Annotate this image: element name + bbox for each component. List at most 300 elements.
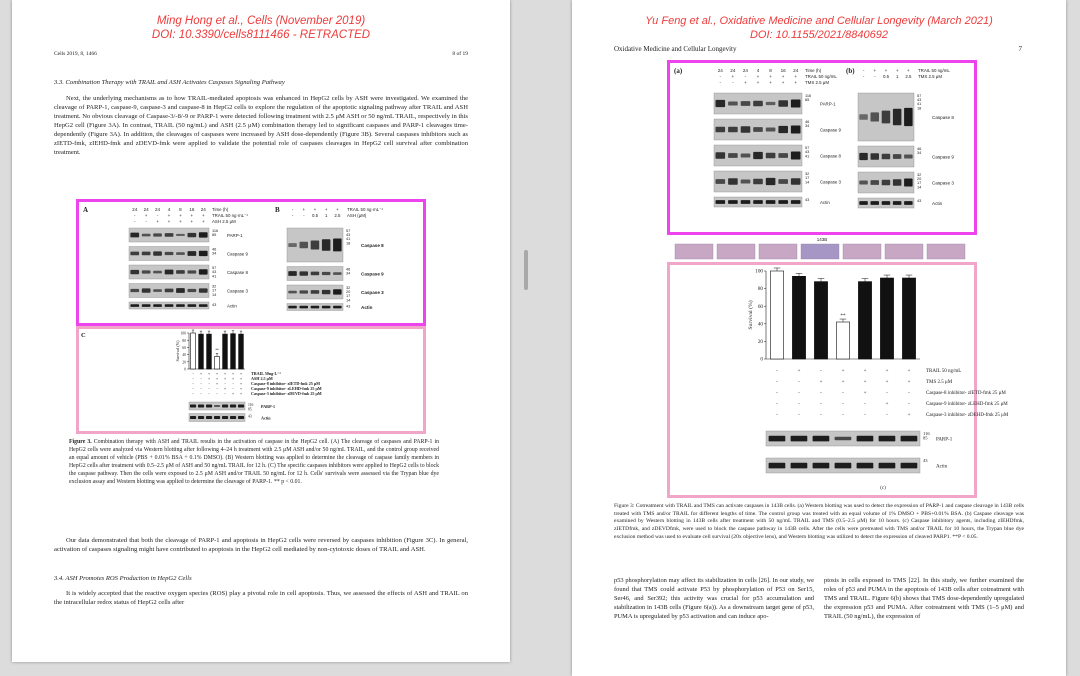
cond-blot-label-0: PARP-1 [936, 437, 953, 443]
cond-mw-1-0: 43 [248, 414, 252, 419]
mw-b-2-1: 20 [346, 289, 351, 295]
cond-label-0: TRAIL 50ng·L⁻¹ [251, 371, 281, 376]
cond-sign-2-4: - [224, 381, 226, 386]
trail-sign-a-0: - [719, 74, 722, 79]
panel-b-letter: (b) [846, 67, 855, 75]
cond-sign-1-4: + [223, 376, 227, 381]
drug-val-b-0: - [862, 74, 865, 79]
blot-a-1-band-0 [130, 252, 139, 256]
blot-label-a-2: Caspase 8 [820, 153, 841, 159]
cond-blot-0-band-6 [238, 405, 244, 408]
blot-a-4-band-6 [199, 304, 208, 307]
cond-blot-0-band-3 [835, 437, 852, 440]
figure-3c-chart [79, 329, 423, 431]
drug-sign-a-6: + [201, 219, 205, 224]
blot-a-1-band-5 [188, 251, 197, 256]
right-running-journal: Oxidative Medicine and Cellular Longevity [614, 45, 737, 53]
mw-a-2-2: 41 [212, 273, 217, 279]
bar-3 [215, 356, 220, 369]
blot-label-a-2: Caspase 8 [227, 270, 248, 275]
y-tick-label-1: 80 [757, 286, 763, 293]
mw-b-2-1: 20 [917, 176, 922, 182]
section-3-3-heading: 3.3. Combination Therapy with TRAIL and ASH Activates Caspases Signaling Pathway [54, 79, 285, 86]
blot-label-a-4: Actin [227, 303, 237, 309]
left-paragraph-1: Next, the underlying mechanisms as to how TRAIL-mediated apoptosis was enhanced in HepG2 cells by ASH were investigated. We examined the cleavage of PARP-1, caspase-9, caspase-3 and caspase-8 in HepG2 cells to explore the regulation of the apoptotic signaling pathway after TRAIL and ASH treatment. No obvious cleavage of Caspase-3/-8/-9 or PARP-1 were detected following treatment with 2.5 μM ASH or 50 ng/mL TRAIL, respectively in this HepG2 cell (Figure 3A). In contrast, TRAIL (50 ng/mL) and ASH (2.5 μM) combination therapy led to significant caspases and PARP-1 cleavages time-dependently (Figure 3A). In addition, the cleavages of caspases were increased by ASH dose-dependently (Figure 3B). Several caspases inhibitors such as zIETD-fmk, zIEHD-fmk and zDEVD-fmk were applied to validate the potential role of caspases cleavages in HepG2 cell survival after combination treatment. [54, 95, 468, 156]
blot-b-0-band-4 [333, 239, 342, 252]
trail-sign-a-3: + [756, 74, 760, 79]
cond-sign-4-6: + [239, 391, 243, 396]
mw-b-0-1: 43 [917, 97, 922, 103]
cond-sign-1-2: + [207, 376, 211, 381]
y-tick-label-4: 20 [182, 360, 186, 365]
cond-sign-4-2: - [820, 413, 822, 418]
blot-a-0-band-5 [778, 100, 788, 106]
drug-sign-a-1: - [732, 80, 734, 85]
bar-4 [223, 334, 228, 369]
left-paragraph-2: Our data demonstrated that both the cleavage of PARP-1 and apoptosis in HepG2 cells were reversed by caspases inhibition (Figure 3C). In general, activation of caspases signaling might have contributed to apoptosis in the HepG2 cell mediated by non-cytotoxic doses of TRAIL and ASH. [54, 537, 468, 553]
blot-label-b-2: Caspase 3 [361, 290, 384, 295]
drug-val-b-2: 0.5 [882, 74, 890, 79]
mw-b-3-0: 43 [346, 303, 351, 309]
cond-sign-0-5: + [885, 369, 889, 374]
drug-val-b-3: 1 [895, 74, 899, 79]
cond-sign-2-1: - [798, 391, 800, 396]
cond-sign-0-5: + [231, 371, 235, 376]
cond-blot-label-1: Actin [261, 415, 271, 421]
blot-b-0-band-4 [904, 108, 913, 126]
cond-blot-0-band-2 [813, 436, 830, 442]
blot-a-4-band-3 [753, 200, 763, 204]
blot-a-1-band-4 [176, 252, 185, 255]
trail-sign-b-1: + [873, 68, 877, 73]
mw-a-3-0: 32 [212, 283, 217, 289]
row-trail-label-a: TRAIL 50 ng·mL⁻¹ [212, 213, 248, 218]
bar-6 [239, 334, 244, 369]
blot-a-1-band-5 [778, 126, 788, 133]
bar-3 [836, 322, 849, 359]
mw-b-0-2: 41 [346, 236, 351, 242]
blot-a-4-band-0 [130, 304, 139, 307]
bar-1 [792, 276, 805, 359]
mw-a-1-0: 46 [805, 119, 810, 124]
blot-a-1-band-1 [728, 127, 738, 133]
left-banner-doi: DOI: 10.3390/cells8111466 - RETRACTED [151, 29, 371, 41]
cond-label-2: Caspase-8 inhibitor- zIETD-fmk 25 μM [926, 391, 1006, 396]
blot-b-2-band-3 [893, 179, 902, 185]
trail-sign-a-5: + [190, 213, 194, 218]
drug-val-b-4: 2.5 [334, 213, 341, 218]
blot-a-4-band-5 [188, 304, 197, 307]
significance-mark: ** [215, 348, 219, 353]
blot-a-2-band-4 [766, 153, 776, 159]
cond-sign-3-1: - [200, 386, 202, 391]
y-tick-label-4: 20 [757, 339, 763, 345]
blot-label-a-0: PARP-1 [820, 101, 836, 107]
bar-2 [207, 334, 212, 369]
micro-label: 143B [816, 237, 828, 242]
blot-b-3-band-2 [311, 306, 320, 309]
blot-a-4-band-4 [176, 304, 185, 307]
cond-mw-0-0: 116 [923, 431, 930, 436]
blot-a-3-band-3 [165, 289, 174, 293]
y-tick-label-1: 80 [182, 338, 186, 343]
cond-sign-1-5: + [885, 380, 889, 385]
cond-sign-0-0: - [776, 369, 778, 374]
micrograph-1 [717, 244, 755, 259]
cond-sign-4-0: - [192, 391, 194, 396]
cond-blot-label-1: Actin [936, 464, 948, 470]
cond-mw-0-0: 116 [248, 403, 254, 407]
mw-a-3-1: 17 [805, 175, 810, 181]
blot-a-0-band-4 [176, 234, 185, 236]
mw-a-0-1: 85 [805, 97, 810, 103]
drug-val-b-4: 2.5 [905, 74, 912, 79]
time-label-6: 24 [793, 68, 799, 73]
y-tick-label-3: 40 [182, 353, 186, 358]
cond-blot-1-band-0 [190, 416, 196, 419]
drug-sign-a-0: - [719, 80, 722, 85]
mw-b-0-3: 18 [346, 240, 351, 246]
figure-3c-right-chart [670, 265, 1009, 495]
blot-a-4-band-6 [791, 200, 801, 204]
mw-a-3-2: 14 [212, 291, 217, 297]
blot-a-1-band-0 [716, 127, 726, 133]
blot-a-0-band-0 [130, 233, 139, 238]
cond-sign-2-6: + [239, 381, 243, 386]
blot-a-4-band-5 [778, 200, 788, 204]
panel-a-letter: A [83, 206, 89, 214]
cond-blot-1-band-6 [238, 416, 244, 419]
cond-sign-0-0: - [192, 371, 194, 376]
blot-a-3-band-2 [741, 180, 751, 184]
bar-0 [191, 333, 196, 369]
blot-b-3-band-3 [322, 306, 331, 309]
cond-mw-0-1: 85 [248, 407, 252, 412]
mw-b-2-0: 32 [346, 285, 351, 290]
time-label-3: 4 [756, 68, 760, 73]
blot-a-0-band-6 [199, 232, 208, 237]
blot-a-0-band-5 [188, 233, 197, 237]
right-column-1: p53 phosphorylation may affect its stabilization in cells [26]. In our study, we found that TMS could activate P53 by phosphorylation of P53 on Ser15, Ser46, and Ser392; this activity was crucial for p53 accumulation and stabilization in 143B cells (Figure 6(a)). As a downstream target gene of p53, PUMA is upregulated by p53 activation and can induce apo- [614, 577, 814, 620]
mw-a-3-2: 14 [805, 179, 810, 185]
time-label-0: 24 [717, 68, 723, 73]
mw-a-2-0: 57 [805, 145, 810, 150]
viewer-split-handle[interactable] [524, 250, 528, 290]
cond-blot-1-band-6 [901, 463, 918, 469]
cond-sign-1-0: - [776, 380, 778, 385]
row-time-label: Time (h) [212, 207, 229, 212]
y-tick-label-5: 0 [760, 356, 763, 363]
mw-b-1-0: 46 [346, 266, 351, 272]
blot-a-0-band-4 [766, 102, 776, 105]
drug-sign-a-3: + [167, 219, 171, 224]
mw-b-2-3: 14 [346, 297, 351, 303]
row-time-label: Time (h) [805, 68, 822, 73]
panel-a-letter: (a) [674, 67, 683, 75]
cond-label-3: Caspase-9 inhibitor- zLEHD-fmk 25 μM [251, 386, 322, 391]
bar-2 [814, 282, 827, 359]
drug-val-b-1: - [303, 213, 305, 218]
right-running-page: 7 [1018, 45, 1022, 53]
time-label-0: 24 [132, 207, 138, 212]
mw-b-0-0: 57 [346, 228, 351, 233]
y-tick-label-0: 100 [180, 331, 186, 336]
blot-b-0-band-3 [893, 109, 902, 125]
left-paragraph-3: It is widely accepted that the reactive oxygen species (ROS) play a pivotal role in cell apoptosis. Thus, we assessed the effects of ASH and TRAIL on the intracellular redox status of HepG2 cells after [54, 590, 468, 606]
cond-sign-4-5: + [231, 391, 235, 396]
row-trail-label-a: TRAIL 50 ng/mL [805, 74, 837, 79]
cond-sign-4-3: - [216, 391, 218, 396]
cond-blot-0-band-6 [901, 436, 918, 442]
drug-sign-a-5: + [190, 219, 194, 224]
y-tick-label-0: 100 [755, 268, 763, 275]
blot-a-1-band-6 [791, 126, 801, 134]
drug-sign-a-1: - [145, 219, 147, 224]
cond-sign-0-2: - [820, 369, 822, 374]
cond-sign-0-6: + [907, 369, 911, 374]
blot-a-4-band-1 [142, 304, 151, 307]
blot-b-2-band-4 [333, 289, 342, 294]
panel-b-letter: B [275, 206, 280, 214]
drug-sign-a-6: + [794, 80, 798, 85]
cond-blot-0-band-1 [791, 436, 808, 442]
trail-sign-a-5: + [781, 74, 785, 79]
blot-a-1-band-1 [142, 252, 151, 256]
blot-a-2-band-1 [142, 270, 151, 273]
mw-b-1-0: 46 [917, 146, 922, 151]
cond-sign-0-2: + [207, 371, 211, 376]
blot-b-2-band-4 [904, 179, 913, 187]
blot-a-3-band-0 [716, 179, 726, 184]
blot-a-1-band-3 [165, 252, 174, 255]
drug-sign-a-3: + [756, 80, 760, 85]
cond-sign-1-2: + [819, 380, 823, 385]
trail-sign-b-3: + [324, 207, 328, 212]
blot-a-2-band-5 [188, 270, 197, 273]
mw-a-3-0: 32 [805, 171, 810, 176]
cond-sign-1-1: - [200, 376, 202, 381]
micrograph-5 [885, 244, 923, 259]
cond-sign-3-1: - [798, 402, 800, 407]
blot-a-2-band-0 [716, 152, 726, 158]
row-drug-label-b: ASH (μM) [347, 213, 367, 218]
blot-b-1-band-1 [871, 153, 880, 159]
trail-sign-b-0: - [862, 68, 865, 73]
cond-sign-2-3: - [842, 391, 844, 396]
cond-blot-1-band-2 [206, 416, 212, 419]
y-tick-label-2: 60 [182, 346, 186, 350]
trail-sign-b-4: + [907, 68, 910, 73]
blot-b-0-band-1 [871, 112, 880, 121]
cond-sign-0-4: + [863, 369, 867, 374]
mw-a-1-1: 34 [212, 250, 217, 256]
trail-sign-b-0: - [291, 207, 294, 212]
mw-b-0-0: 57 [917, 93, 922, 98]
mw-a-0-0: 116 [212, 228, 219, 233]
bar-5 [880, 278, 893, 359]
blot-a-0-band-0 [716, 100, 726, 107]
micrograph-6 [927, 244, 965, 259]
cond-sign-1-3: + [841, 380, 845, 385]
blot-a-2-band-6 [199, 269, 208, 274]
blot-label-b-0: Caspase 8 [361, 243, 384, 248]
blot-a-3-band-3 [753, 179, 763, 185]
figure-3ab-right-blots [670, 63, 974, 232]
cond-blot-1-band-4 [222, 416, 228, 419]
time-label-1: 24 [143, 207, 149, 212]
y-axis-label: Survival (%) [748, 300, 754, 330]
panel-c-letter: (c) [880, 486, 886, 491]
cond-blot-0-band-0 [190, 405, 196, 408]
cond-sign-2-4: + [863, 391, 867, 396]
mw-a-2-0: 57 [212, 265, 217, 270]
cond-mw-0-1: 85 [923, 435, 928, 441]
cond-blot-1-band-3 [835, 463, 852, 469]
time-label-4: 8 [179, 207, 182, 212]
bar-0 [770, 271, 783, 359]
cond-blot-0-band-2 [206, 405, 212, 408]
left-banner-title: Ming Hong et al., Cells (November 2019) [156, 15, 366, 27]
cond-sign-1-6: + [907, 380, 911, 385]
blot-a-3-band-1 [142, 288, 151, 292]
trail-sign-b-3: + [895, 68, 899, 73]
cond-sign-2-2: - [208, 381, 210, 386]
blot-a-3-band-5 [778, 179, 788, 184]
significance-mark: ** [840, 313, 846, 320]
mw-a-4-0: 43 [805, 197, 810, 202]
cond-sign-3-6: + [239, 386, 243, 391]
blot-a-0-band-2 [741, 101, 751, 106]
mw-b-2-0: 32 [917, 172, 922, 177]
blot-label-a-3: Caspase 3 [227, 288, 248, 294]
blot-a-2-band-0 [130, 270, 139, 274]
blot-a-3-band-6 [199, 288, 208, 292]
blot-a-4-band-3 [165, 304, 174, 307]
blot-b-0-band-1 [300, 242, 309, 249]
row-trail-label-b: TRAIL 50 ng·mL⁻¹ [347, 207, 383, 212]
mw-b-0-1: 43 [346, 232, 351, 238]
right-figure-caption: Figure 3: Cotreatment with TRAIL and TMS can activate caspases in 143B cells. (a) Western blotting was used to detect the expression of PARP-1 and caspase cleavage in 143B cells treated with TMS and/or TRAIL for different lengths of time. The control group was treated with an equal volume of 1% DMSO + PBS+0.01% BSA. (b) Caspase cleavage was examined by Western blotting in 143B cells after treatment with 50 ng/mL TRAIL and TMS (0.5–2.5 μM) for 10 hours. (c) Caspase inhibitory agents, including zIEHDfmk, zIETDfmk, and zDEVDfmk, were used to block the caspase pathway in 143B cells. After the cells were pretreated with TMS and/or TRAIL for 10 hours, the Trypan blue dye exclusion method was used to evaluate cell survival (20x objective lens), and Western blotting was utilized to detect the expression of cleaved PARP1. **P < 0.05. [614, 503, 1024, 540]
trail-sign-b-1: + [302, 207, 306, 212]
cond-sign-3-4: + [223, 386, 227, 391]
blot-b-0-band-3 [322, 239, 331, 251]
micrograph-2 [759, 244, 797, 259]
cond-sign-0-3: + [215, 371, 219, 376]
mw-a-2-1: 43 [805, 149, 810, 155]
cond-sign-1-0: - [192, 376, 194, 381]
blot-b-3-band-3 [893, 201, 902, 205]
cond-blot-1-band-4 [857, 463, 874, 469]
blot-a-1-band-3 [753, 127, 763, 132]
cond-label-0: TRAIL 50 ng/mL [926, 369, 962, 374]
cond-blot-1-band-0 [769, 463, 786, 469]
blot-a-2-band-1 [728, 153, 738, 158]
blot-b-0-band-2 [311, 241, 320, 250]
cond-blot-1-band-2 [813, 463, 830, 469]
cond-sign-3-2: - [208, 386, 210, 391]
blot-a-2-band-6 [791, 152, 801, 160]
cond-blot-0-band-4 [222, 405, 228, 408]
trail-sign-a-2: - [156, 213, 159, 218]
mw-a-3-1: 17 [212, 287, 217, 293]
cond-sign-1-6: + [239, 376, 243, 381]
mw-b-0-2: 41 [917, 101, 922, 107]
trail-sign-b-2: + [313, 207, 317, 212]
blot-b-1-band-2 [882, 154, 891, 160]
drug-sign-a-2: + [744, 80, 747, 85]
row-drug-label-b: TMS 2.5 μM [918, 74, 942, 79]
blot-label-b-1: Caspase 9 [932, 154, 954, 160]
drug-val-b-1: - [874, 74, 876, 79]
cond-sign-4-1: - [798, 413, 800, 418]
cond-blot-1-band-5 [230, 416, 236, 419]
trail-sign-b-2: + [884, 68, 888, 73]
mw-a-0-0: 116 [805, 93, 812, 98]
blot-a-1-band-6 [199, 251, 208, 256]
blot-b-1-band-0 [288, 271, 297, 276]
blot-a-0-band-6 [791, 100, 801, 108]
cond-blot-0-band-1 [198, 405, 204, 408]
blot-label-b-3: Actin [361, 305, 373, 310]
figure-3ab-blots [79, 202, 423, 323]
blot-b-0-band-0 [859, 114, 868, 120]
cond-sign-4-4: - [864, 413, 866, 418]
blot-b-3-band-1 [871, 201, 880, 205]
blot-a-0-band-3 [165, 233, 174, 237]
blot-a-3-band-6 [791, 178, 801, 184]
blot-a-4-band-1 [728, 200, 738, 204]
left-page [12, 0, 510, 662]
cond-sign-3-4: - [864, 402, 866, 407]
drug-sign-a-4: + [179, 219, 182, 224]
cond-sign-0-6: + [239, 371, 243, 376]
blot-label-a-0: PARP-1 [227, 233, 243, 238]
cond-sign-0-4: + [223, 371, 227, 376]
mw-a-1-0: 46 [212, 246, 217, 252]
cond-sign-4-2: - [208, 391, 210, 396]
right-banner-title: Yu Feng et al., Oxidative Medicine and Cellular Longevity (March 2021) [645, 15, 993, 27]
blot-b-1-band-3 [322, 272, 331, 275]
y-tick-label-2: 60 [757, 303, 763, 310]
blot-a-3-band-0 [130, 289, 139, 292]
time-label-5: 16 [189, 207, 195, 212]
cond-blot-1-band-1 [791, 463, 808, 469]
cond-sign-3-6: - [908, 402, 910, 407]
blot-b-3-band-2 [882, 201, 891, 205]
cond-sign-4-1: - [200, 391, 202, 396]
cond-blot-label-0: PARP-1 [261, 404, 276, 409]
y-tick-label-3: 40 [757, 321, 763, 328]
cond-sign-3-5: - [232, 386, 234, 391]
blot-b-1-band-3 [893, 154, 902, 159]
blot-a-2-band-3 [165, 270, 174, 275]
blot-a-2-band-3 [753, 152, 763, 159]
trail-sign-a-3: + [167, 213, 171, 218]
cond-blot-0-band-0 [769, 436, 786, 442]
mw-b-2-2: 17 [346, 293, 351, 299]
cond-sign-4-4: - [224, 391, 226, 396]
y-axis-label: Survival (%) [175, 340, 180, 362]
time-label-4: 8 [769, 68, 772, 73]
time-label-5: 16 [780, 68, 786, 73]
blot-b-3-band-0 [288, 306, 297, 309]
trail-sign-a-4: + [769, 74, 772, 79]
cond-sign-1-4: + [863, 380, 867, 385]
blot-b-1-band-1 [300, 271, 309, 275]
drug-sign-a-0: - [133, 219, 136, 224]
blot-a-2-band-5 [778, 153, 788, 158]
blot-b-3-band-4 [333, 306, 342, 309]
